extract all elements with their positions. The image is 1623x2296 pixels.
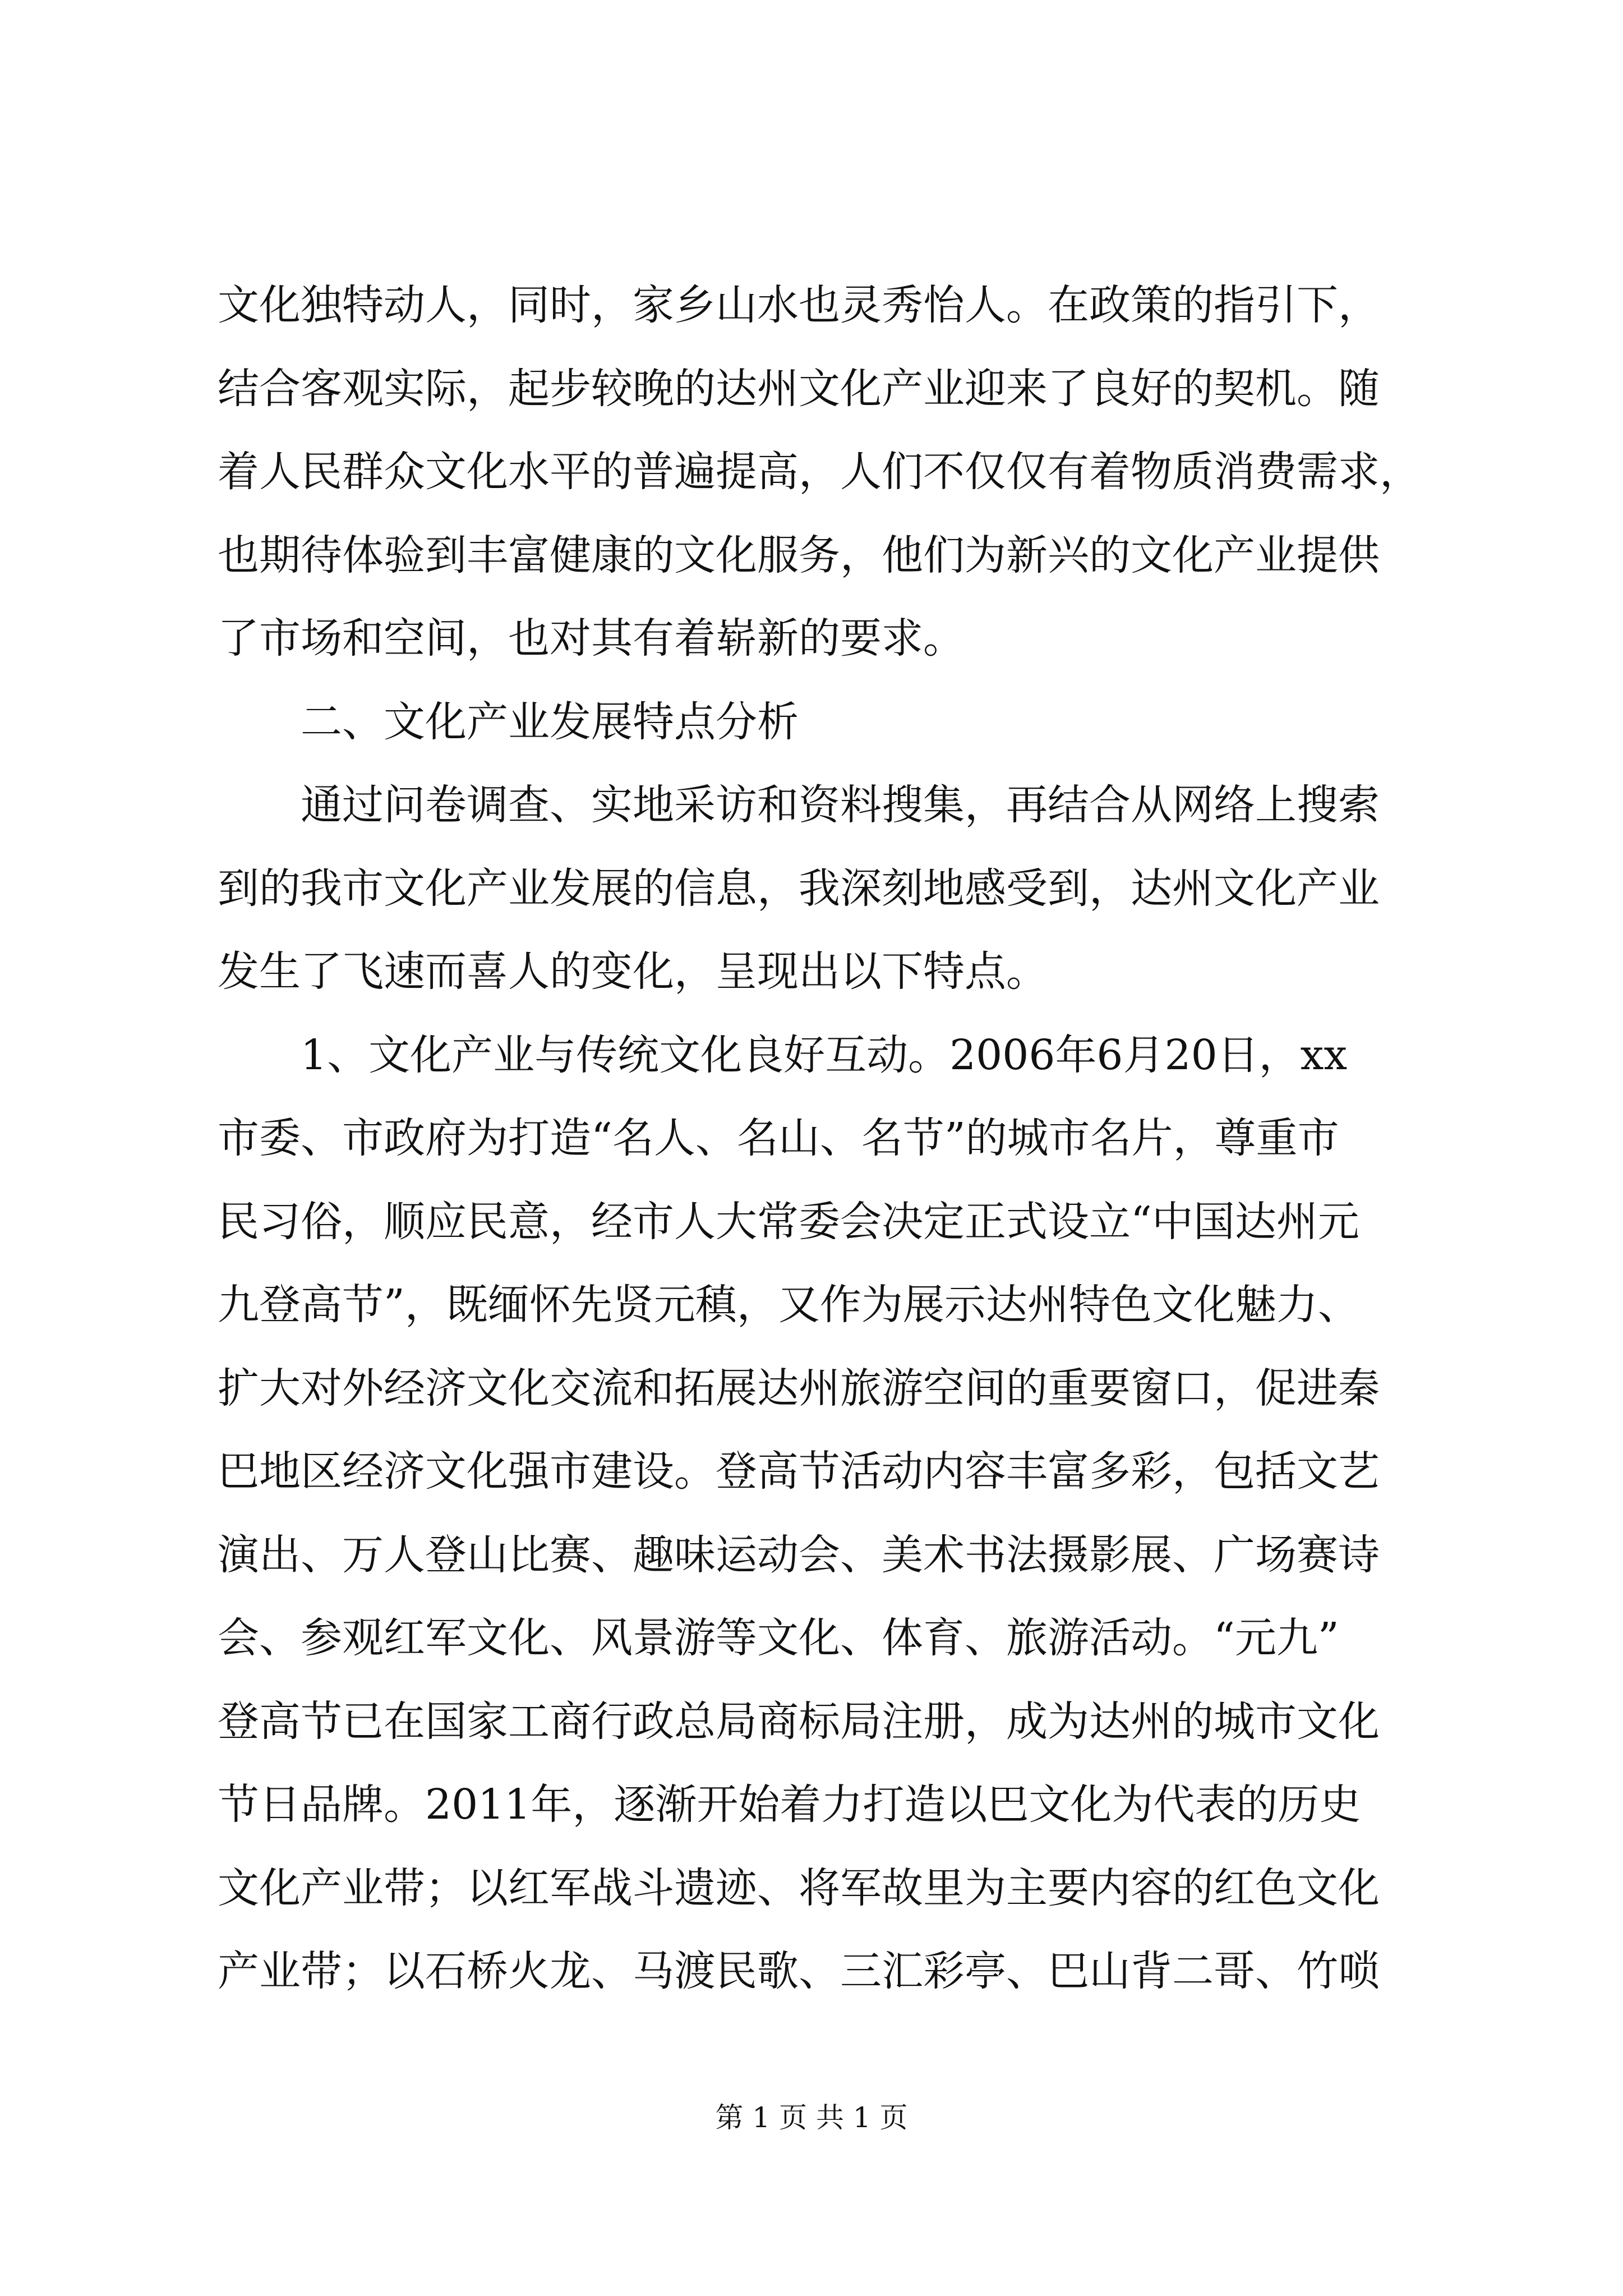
text-line: 市委、市政府为打造“名人、名山、名节”的城市名片，尊重市 [218,1114,1339,1162]
text-line: 文化独特动人，同时，家乡山水也灵秀怡人。在政策的指引下， [218,281,1380,329]
text-line: 也期待体验到丰富健康的文化服务，他们为新兴的文化产业提供 [218,531,1380,579]
text-line: 产业带；以石桥火龙、马渡民歌、三汇彩亭、巴山背二哥、竹唢 [218,1947,1380,1995]
text-line: 到的我市文化产业发展的信息，我深刻地感受到，达州文化产业 [218,864,1380,913]
text-line: 会、参观红军文化、风景游等文化、体育、旅游活动。“元九” [218,1614,1339,1662]
text-line: 1、文化产业与传统文化良好互动。2006年6月20日，xx [218,1030,1348,1079]
page-footer: 第 1 页 共 1 页 [715,2101,908,2134]
text-line: 通过问卷调查、实地采访和资料搜集，再结合从网络上搜索 [218,781,1380,829]
text-line: 文化产业带；以红军战斗遗迹、将军故里为主要内容的红色文化 [218,1864,1380,1912]
text-line: 演出、万人登山比赛、趣味运动会、美术书法摄影展、广场赛诗 [218,1530,1380,1579]
text-line: 着人民群众文化水平的普遍提高，人们不仅仅有着物质消费需求， [218,448,1421,496]
section-heading: 二、文化产业发展特点分析 [218,697,799,746]
text-line: 登高节已在国家工商行政总局商标局注册，成为达州的城市文化 [218,1697,1380,1746]
text-line: 民习俗，顺应民意，经市人大常委会决定正式设立“中国达州元 [218,1197,1359,1246]
text-line: 了市场和空间，也对其有着崭新的要求。 [218,614,965,662]
text-line: 扩大对外经济文化交流和拓展达州旅游空间的重要窗口，促进秦 [218,1364,1380,1412]
text-line: 节日品牌。2011年，逐渐开始着力打造以巴文化为代表的历史 [218,1780,1361,1829]
text-line: 发生了飞速而喜人的变化，呈现出以下特点。 [218,947,1048,996]
document-body [218,264,1468,2013]
text-line: 九登高节”，既缅怀先贤元稹，又作为展示达州特色文化魅力、 [218,1281,1359,1329]
text-line: 结合客观实际，起步较晚的达州文化产业迎来了良好的契机。随 [218,364,1380,413]
text-line: 巴地区经济文化强市建设。登高节活动内容丰富多彩，包括文艺 [218,1447,1380,1496]
